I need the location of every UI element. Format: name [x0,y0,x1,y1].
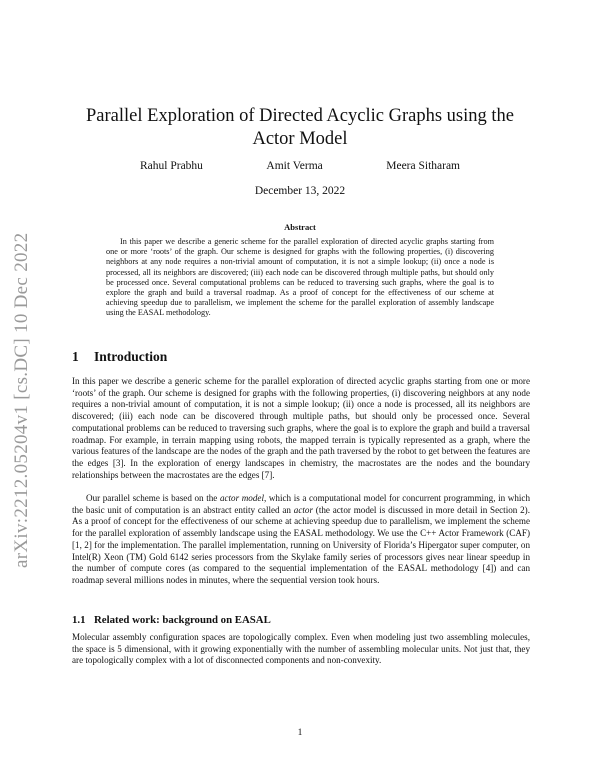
author-3: Meera Sitharam [386,160,460,172]
subsection-heading-related-work [72,614,271,626]
intro-p2-part-a: Our parallel scheme is based on the [86,493,220,503]
abstract-heading: Abstract [284,222,316,232]
arxiv-identifier: arXiv:2212.05204v1 [cs.DC] 10 Dec 2022 [11,232,32,568]
author-2: Amit Verma [266,160,323,172]
page-number: 1 [297,728,303,738]
intro-p2-emphasis-actor: actor [293,504,313,515]
section-heading-introduction [72,349,167,365]
subsection-number: 1.1 [72,614,86,626]
section-title: Introduction [94,349,168,364]
abstract-text: In this paper we describe a generic scheme for the parallel exploration of directed acyclic graphs starting from one or more ‘roots’ of the graph. Our scheme is designed for graphs with the following properties, (i) discovering neighbors at any node requires a non-trivial amount of computation, it is not a simple lookup; (ii) once a node is processed, all its neighbors are discovered; (iii) each node can be discovered through multiple paths, but should only be processed once. Several computational problems can be reduced to traversing such graphs, where the goal is to explore the graph and build a traversal roadmap. As a proof of concept for the effectiveness of our scheme at achieving speedup due to parallelism, we implement the scheme for the parallel exploration of assembly landscape using the EASAL methodology. [106,237,494,318]
author-1: Rahul Prabhu [140,160,203,172]
intro-paragraph-2 [72,493,530,587]
intro-p2-part-b: , which is a computational model for concurrent programming, in which the basic unit of computation is an abstract entity called an [72,493,530,515]
paper-date: December 13, 2022 [254,185,346,197]
intro-paragraph-1: In this paper we describe a generic scheme for the parallel exploration of directed acyclic graphs starting from one or more ‘roots’ of the graph. Our scheme is designed for graphs with the following properties, (i) discovering neighbors at any node requires a non-trivial amount of computation, it is not a simple lookup; (ii) once a node is processed, all its neighbors are discovered; (iii) each node can be discovered through multiple paths, but should only be processed once. Several computational problems can be reduced to traversing such graphs, where the goal is to explore the graph and build a traversal roadmap. For example, in terrain mapping using robots, the mapped terrain is typically represented as a graph, where the various features of the landscape are the nodes of the graph and the path traversed by the robot to get between the features are the edges [3]. In the exploration of energy landscapes in chemistry, the macrostates are the nodes and the boundary relationships between the macrostates are the edges [7]. [72,376,530,480]
subsection-title: Related work: background on EASAL [94,614,271,626]
paper-title: Parallel Exploration of Directed Acyclic Graphs using the Actor Model [86,106,514,149]
section-number: 1 [72,349,79,364]
related-work-paragraph: Molecular assembly configuration spaces are topologically complex. Even when modeling just two assembling molecules, the space is 5 dimensional, with it growing exponentially with the number of assembling molecular units. Not just that, they are topologically complex with a lot of disconnected components and non-convexity. [72,632,530,666]
intro-p2-part-c: (the actor model is discussed in more detail in Section 2). As a proof of concept for the effectiveness of our scheme at achieving speedup due to parallelism, we implement the scheme for the parallel exploration of assembly landscape using the EASAL methodology. We use the C++ Actor Framework (CAF) [1, 2] for the implementation. The parallel implementation, running on University of Florida’s Hipergator super computer, on Intel(R) Xeon (TM) Gold 6142 series processors from the Skylake family series of processors gives near linear speedup in the number of compute cores (as compared to the sequential implementation of the EASAL methodology [4]) and can roadmap several millions nodes in minutes, where the sequential version took hours. [72,504,530,585]
intro-p2-emphasis-actor-model: actor model [219,493,264,503]
author-list [140,160,460,172]
